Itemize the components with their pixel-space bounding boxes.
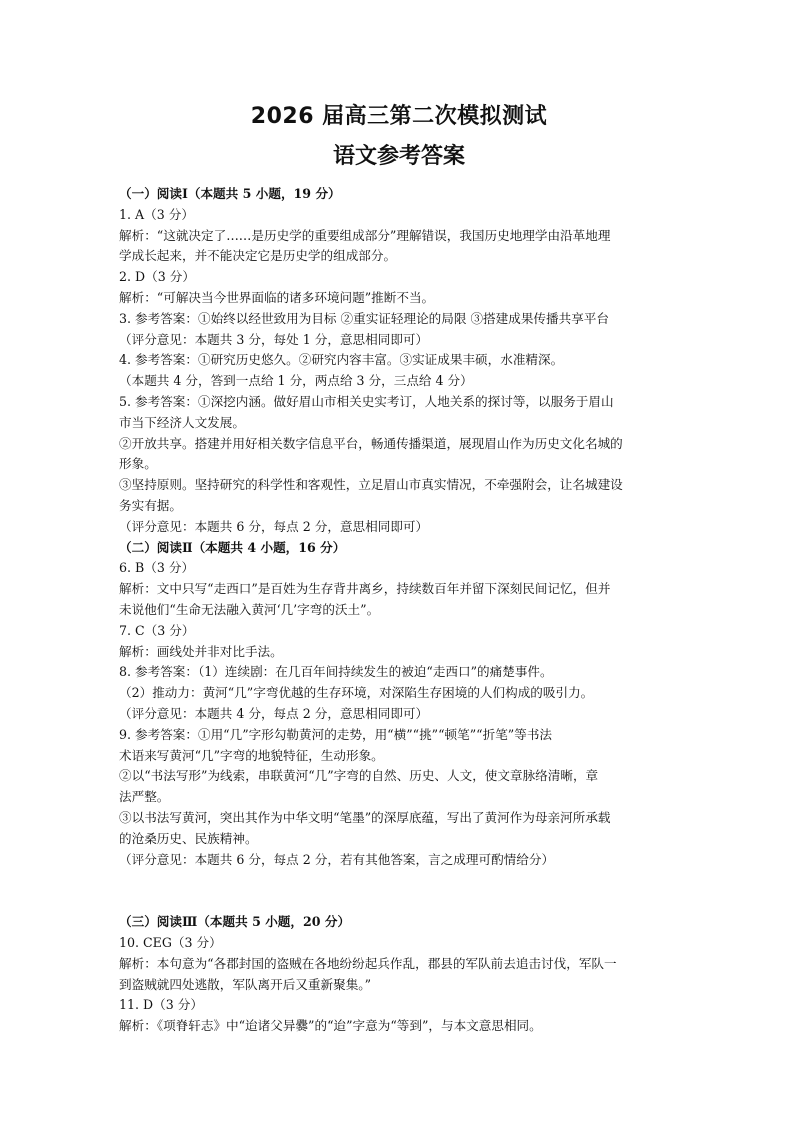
answer-line: 解析：文中只写“走西口”是百姓为生存背井离乡，持续数百年并留下深刻民间记忆，但并 (119, 581, 611, 597)
answer-line: 解析：《项脊轩志》中“迨诸父异爨”的“迨”字意为“等到”，与本文意思相同。 (119, 1018, 542, 1034)
answer-line: 务实有据。 (119, 497, 182, 513)
answer-line: 解析：本句意为“各郡封国的盗贼在各地纷纷起兵作乱，郡县的军队前去追击讨伐，军队一 (119, 955, 617, 971)
answer-sheet-page (119, 102, 679, 1037)
answer-line: 法严整。 (119, 789, 170, 805)
answer-line: 3. 参考答案：①始终以经世致用为目标 ②重实证轻理论的局限 ③搭建成果传播共享平台 (119, 310, 609, 326)
section-gap (119, 886, 679, 896)
answer-line: 解析：画线处并非对比手法。 (119, 643, 283, 659)
section-heading: （一）阅读Ⅰ（本题共 5 小题，19 分） (119, 186, 341, 201)
answer-line: （评分意见：本题共 3 分，每处 1 分，意思相同即可） (119, 331, 429, 347)
answer-line: ③坚持原则。坚持研究的科学性和客观性，立足眉山市真实情况，不牵强附会，让名城建设 (119, 477, 623, 493)
answer-line: ②以“书法写形”为线索，串联黄河“几”字弯的自然、历史、人文，使文章脉络清晰，章 (119, 768, 599, 784)
answer-line: ②开放共享。搭建并用好相关数字信息平台，畅通传播渠道，展现眉山作为历史文化名城的 (119, 435, 623, 451)
answer-line: 9. 参考答案：①用“几”字形勾勒黄河的走势，用“横”“挑”“顿笔”“折笔”等书法 (119, 726, 553, 742)
answer-line: 2. D（3 分） (119, 269, 195, 285)
answer-line: 到盗贼就四处逃散，军队离开后又重新聚集。” (119, 976, 372, 992)
answer-line: 市当下经济人文发展。 (119, 414, 245, 430)
answer-line: 1. A（3 分） (119, 206, 194, 222)
answer-line: （评分意见：本题共 4 分，每点 2 分，意思相同即可） (119, 705, 429, 721)
answer-line: 未说他们“生命无法融入黄河‘几’字弯的沃土”。 (119, 601, 380, 617)
answer-body (119, 184, 679, 1037)
answer-line: 5. 参考答案：①深挖内涵。做好眉山市相关史实考订，人地关系的探讨等，以服务于眉山 (119, 393, 614, 409)
answer-line: （2）推动力：黄河“几”字弯优越的生存环境，对深陷生存困境的人们构成的吸引力。 (119, 685, 594, 701)
answer-line: 解析：“可解决当今世界面临的诸多环境问题”推断不当。 (119, 289, 435, 305)
answer-line: 学成长起来，并不能决定它是历史学的组成部分。 (119, 248, 397, 264)
answer-line: 解析：“这就决定了……是历史学的重要组成部分”理解错误，我国历史地理学由沿革地理 (119, 227, 611, 243)
exam-title: 2026 届高三第二次模拟测试 (250, 104, 548, 129)
answer-line: 8. 参考答案：（1）连续剧：在几百年间持续发生的被迫“走西口”的痛楚事件。 (119, 664, 553, 680)
answer-line: 4. 参考答案：①研究历史悠久。②研究内容丰富。③实证成果丰硕，水准精深。 (119, 352, 564, 368)
answer-line: 术语来写黄河“几”字弯的地貌特征，生动形象。 (119, 747, 384, 763)
answer-line: （评分意见：本题共 6 分，每点 2 分，意思相同即可） (119, 518, 429, 534)
answer-line: （本题共 4 分，答到一点给 1 分，两点给 3 分，三点给 4 分） (119, 373, 473, 389)
answer-line: 7. C（3 分） (119, 622, 195, 638)
answer-line: 10. CEG（3 分） (119, 935, 222, 951)
answer-line: 形象。 (119, 456, 157, 472)
section-heading: （二）阅读Ⅱ（本题共 4 小题，16 分） (119, 539, 346, 555)
section-heading: （三）阅读Ⅲ（本题共 5 小题，20 分） (119, 914, 351, 930)
answer-line: 6. B（3 分） (119, 560, 195, 576)
answer-line: 11. D（3 分） (119, 997, 203, 1013)
answer-key-title: 语文参考答案 (332, 144, 465, 169)
answer-line: （评分意见：本题共 6 分，每点 2 分，若有其他答案，言之成理可酌情给分） (119, 851, 555, 867)
answer-line: ③以书法写黄河，突出其作为中华文明“笔墨”的深厚底蕴，写出了黄河作为母亲河所承载 (119, 809, 611, 825)
answer-line: 的沧桑历史、民族精神。 (119, 830, 258, 846)
